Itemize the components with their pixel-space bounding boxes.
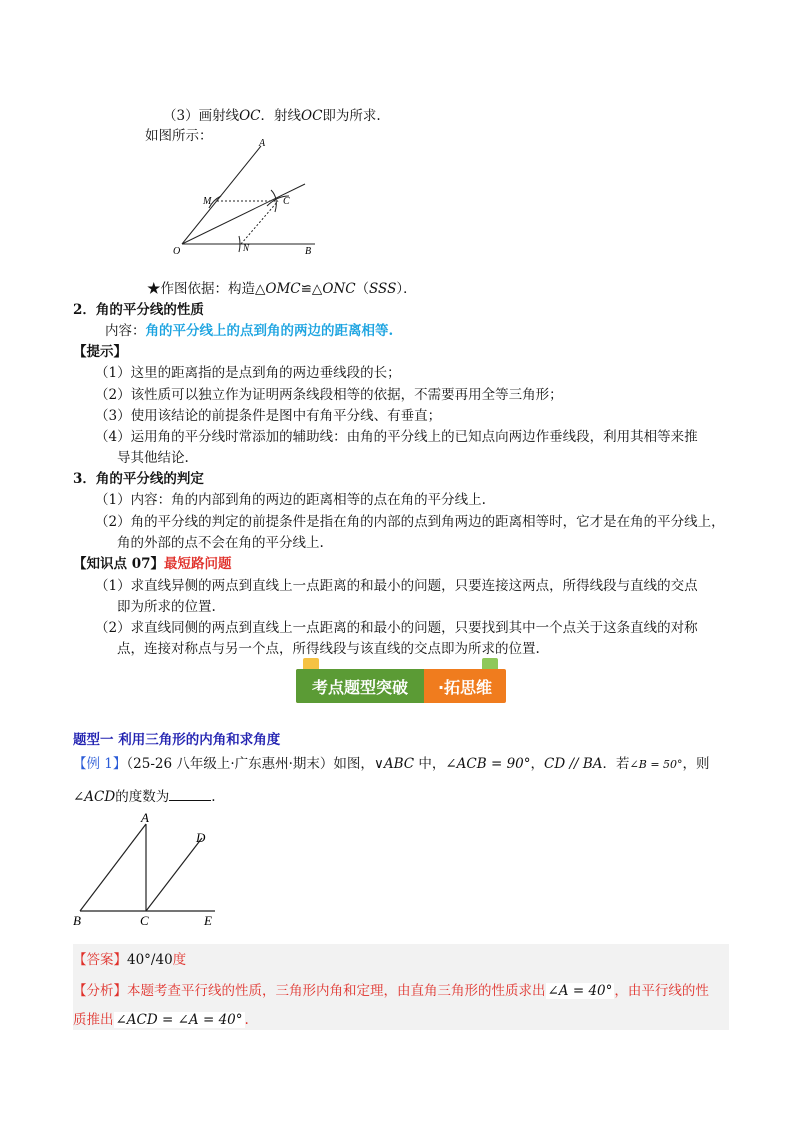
analysis-text-2-end: . — [244, 1012, 249, 1028]
answer-unit: 度 — [172, 952, 187, 968]
segment-ab — [80, 824, 146, 911]
example-zhong: 中， — [414, 756, 446, 772]
label-b: B — [305, 246, 312, 257]
hint-item-3: （3）使用该结论的前提条件是图中有角平分线、有垂直； — [95, 408, 442, 424]
kp07-item-1-line1: （1）求直线异侧的两点到直线上一点距离的和最小的问题，只要连接这两点，所得线段与直线的交点 — [95, 578, 698, 594]
example-comma: ， — [530, 756, 545, 772]
triangle-symbol: ∨ — [373, 756, 384, 772]
label-b: B — [73, 913, 81, 928]
ray-oc-label-2: OC — [301, 108, 323, 124]
property-statement: 角的平分线上的点到角的两边的距离相等. — [145, 323, 394, 339]
segment-cd — [146, 838, 202, 911]
section2-content — [105, 319, 393, 339]
example-tag: 【例 1】 — [73, 756, 127, 772]
cd-parallel-ba: CD // BA — [544, 756, 603, 772]
hint-item-2: （2）该性质可以独立作为证明两条线段相等的依据，不需要再用全等三角形； — [95, 387, 563, 403]
angle-acb: ∠ACB = 90° — [445, 756, 531, 772]
analysis-text-1-end: ，由平行线的性 — [614, 983, 709, 999]
hint-title: 【提示】 — [73, 344, 127, 360]
analysis-text-2: 质推出 — [73, 1012, 114, 1028]
section3-item-2-line2: 角的外部的点不会在角的平分线上. — [117, 535, 324, 551]
section3-item-2-line1: （2）角的平分线的判定的前提条件是指在角的内部的点到角两边的距离相等时，它才是在角的平分线上， — [95, 514, 725, 530]
construction-basis — [147, 277, 417, 297]
angle-b: ∠B = 50° — [629, 758, 683, 771]
label-d: D — [196, 830, 206, 845]
example-source: （25-26 八年级上·广东惠州·期末）如图， — [126, 756, 374, 772]
banner-right: ·拓思维 — [437, 677, 493, 697]
question-type-title: 题型一 利用三角形的内角和求角度 — [73, 732, 281, 748]
label-c: C — [140, 913, 149, 928]
label-a: A — [259, 138, 266, 149]
banner-left: 考点题型突破 — [296, 669, 424, 703]
answer-line — [73, 948, 186, 968]
as-shown-text: 如图所示： — [145, 128, 213, 144]
example-ze: ，则 — [682, 756, 710, 772]
triangle-omc: OMC — [265, 281, 301, 297]
example1-line1 — [73, 752, 710, 772]
section2-title: 2．角的平分线的性质 — [73, 302, 204, 318]
example-ruo: ．若 — [602, 756, 630, 772]
label-c: C — [283, 196, 290, 207]
step3-prefix: （3）画射线 — [163, 108, 240, 124]
triangle-onc: ONC — [322, 281, 356, 297]
analysis-line2 — [73, 1008, 249, 1028]
ray-oa — [182, 146, 261, 244]
sss-label: SSS — [369, 281, 397, 297]
kp07-heading — [73, 552, 232, 572]
ray-oc-label: OC — [239, 108, 261, 124]
segment-nc — [241, 201, 278, 244]
hint-item-4-cont: 导其他结论. — [117, 450, 189, 466]
section3-title: 3．角的平分线的判定 — [73, 471, 204, 487]
basis-prefix: ★作图依据：构造△ — [147, 281, 266, 297]
kp07-item-2-line2: 点，连接对称点与另一个点，所得线段与该直线的交点即为所求的位置. — [117, 641, 540, 657]
step3-mid: ．射线 — [260, 108, 301, 124]
section3-item-1: （1）内容：角的内部到角的两边的距离相等的点在角的平分线上. — [95, 492, 486, 508]
label-a: A — [141, 810, 149, 825]
content-label: 内容： — [105, 323, 146, 339]
basis-paren-open: （ — [355, 281, 370, 297]
kp07-item-2-line1: （2）求直线同侧的两点到直线上一点距离的和最小的问题，只要找到其中一个点关于这条直线的对称 — [95, 620, 698, 636]
basis-paren-close: ）． — [396, 281, 417, 297]
step3-line — [163, 104, 381, 124]
bisector-construction-figure — [165, 136, 325, 260]
angle-acd: ∠ACD — [73, 789, 116, 805]
label-e: E — [204, 913, 212, 928]
label-m: M — [203, 196, 212, 207]
label-n: N — [243, 243, 250, 253]
hint-item-1: （1）这里的距离指的是点到角的两边垂线段的长； — [95, 365, 401, 381]
formula-angle-a: ∠A = 40° — [547, 983, 613, 999]
analysis-text-1: 本题考查平行线的性质，三角形内角和定理，由直角三角形的性质求出 — [127, 983, 546, 999]
analysis-tag: 【分析】 — [73, 983, 127, 999]
triangle-abc: ABC — [383, 756, 415, 772]
example-end: . — [211, 789, 216, 805]
analysis-line1 — [73, 979, 709, 999]
answer-value: 40°/40 — [127, 952, 173, 968]
answer-tag: 【答案】 — [73, 952, 127, 968]
kp07-tag: 【知识点 07】 — [73, 556, 164, 572]
congruent-symbol: ≌△ — [300, 281, 323, 297]
kp07-item-1-line2: 即为所求的位置. — [117, 599, 216, 615]
example-question: 的度数为 — [115, 789, 170, 805]
kp07-title: 最短路问题 — [164, 556, 232, 572]
section-banner — [296, 669, 506, 703]
answer-blank — [169, 786, 211, 801]
ray-oc — [182, 184, 305, 244]
parallel-lines-figure — [70, 810, 230, 930]
example1-line2 — [73, 785, 216, 805]
formula-angle-acd: ∠ACD = ∠A = 40° — [115, 1012, 243, 1028]
hint-item-4: （4）运用角的平分线时常添加的辅助线：由角的平分线上的已知点向两边作垂线段，利用其相等来推 — [95, 429, 698, 445]
label-o: O — [173, 246, 181, 257]
step3-suffix: 即为所求. — [322, 108, 381, 124]
